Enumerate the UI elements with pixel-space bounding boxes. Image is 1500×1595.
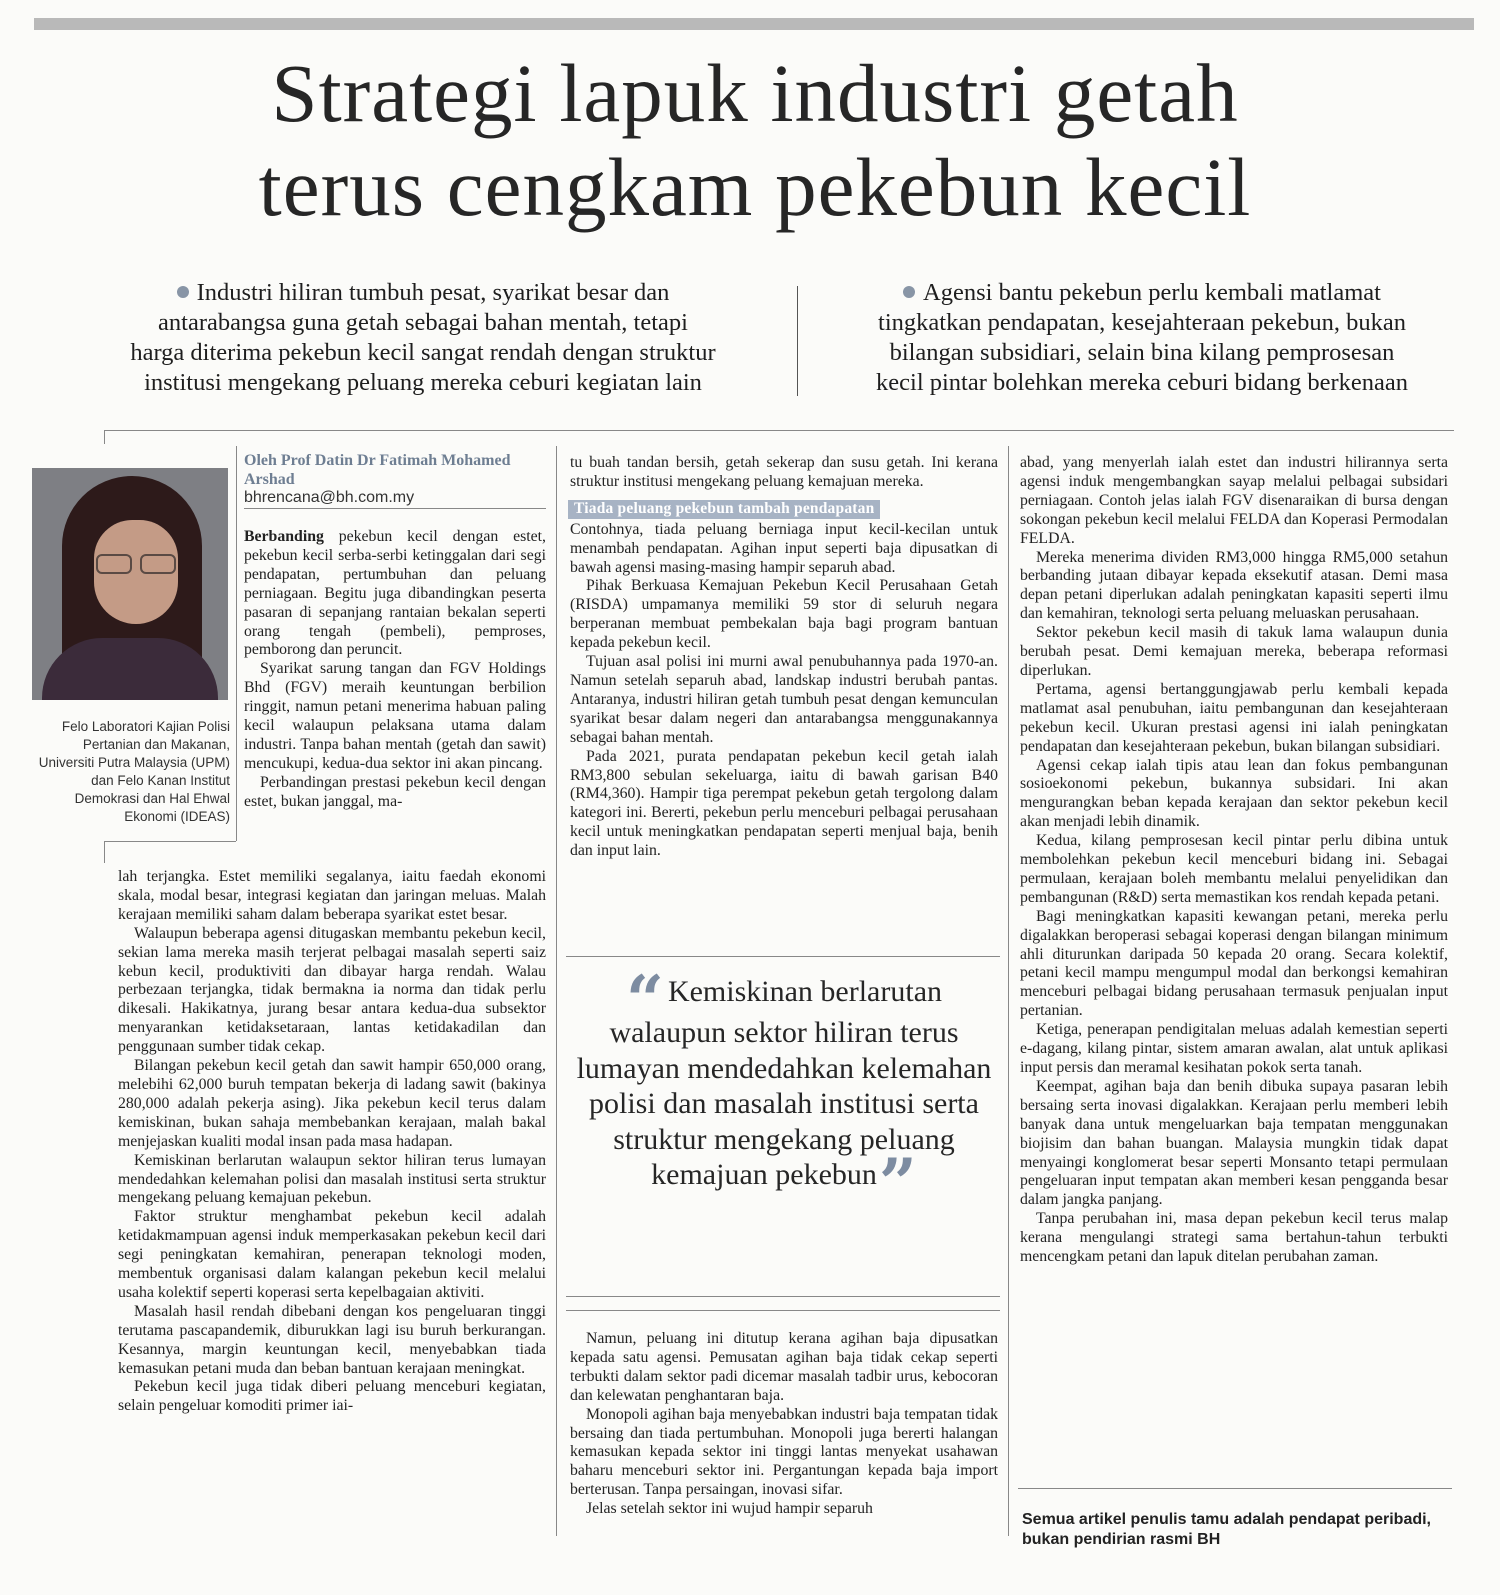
byline-name: Oleh Prof Datin Dr Fatimah Mohamed Arshad: [244, 452, 511, 488]
paragraph: Keempat, agihan baja dan benih dibuka supaya pasaran lebih bersaing serta inovasi digalakkan. Kerajaan perlu memberi lebih banyak dana untuk mengeluarkan baja tempatan menggunakan biojisim dan bahan buangan. Malaysia mungkin tidak dapat menyaingi konglomerat besar seperti Monsanto tetapi permulaan pengeluaran input tempatan akan memberi kesan pengganda besar dalam jangka panjang.: [1020, 1077, 1448, 1209]
pull-quote-text: Kemiskinan berlarutan walaupun sektor hiliran terus lumayan mendedahkan kelemahan polisi dan masalah institusi serta struktur mengekang peluang kemajuan pekebun: [576, 975, 992, 1192]
column-rule: [104, 430, 105, 444]
paragraph: Tujuan asal polisi ini murni awal penubuhannya pada 1970-an. Namun setelah separuh abad, landskap industri berubah pantas. Antaranya, industri hiliran getah tumbuh pesat dengan kemunculan syarikat besar dalam negeri dan antarabangsa menggunakannya sebagai bahan mentah.: [570, 653, 998, 746]
paragraph: Namun, peluang ini ditutup kerana agihan baja dipusatkan kepada satu agensi. Pemusatan agihan baja tidak cekap seperti terbukti dalam sektor padi dicemar masalah tadbir urus, kebocoran dan kelewatan penghantaran baja.: [570, 1330, 998, 1404]
column-rule: [556, 446, 557, 1536]
paragraph: Pertama, agensi bertanggungjawab perlu kembali kepada matlamat asal penubuhan, iaitu pembangunan dan kesejahteraan pekebun kecil. Ukuran prestasi agensi ini ialah peningkatan pendapatan dan kesejahteraan pekebun, bukan bilangan subsidiari.: [1020, 680, 1448, 755]
paragraph: Contohnya, tiada peluang berniaga input kecil-kecilan untuk menambah pendapatan. Agihan input seperti baja dipusatkan di bawah agensi masing-masing hampir separuh abad.: [570, 520, 998, 576]
byline-email: bhrencana@bh.com.my: [244, 489, 415, 506]
deck-divider: [797, 286, 798, 396]
paragraph: Pekebun kecil juga tidak diberi peluang menceburi kegiatan, selain pengeluar komoditi primer iai-: [118, 1378, 546, 1415]
bullet-icon: [177, 286, 189, 298]
deck-left-line: antarabangsa guna getah sebagai bahan mentah, tetapi: [158, 309, 688, 336]
paragraph: Faktor struktur menghambat pekebun kecil adalah ketidakmampuan agensi induk memperkasakan pekebun kecil dari segi peningkatan kemahiran, penerapan teknologi moden, membentuk organisasi dalam kalangan pekebun kecil melalui usaha kolektif seperti koperasi serta kepelbagaian aktiviti.: [118, 1208, 546, 1301]
pull-quote-rule: [566, 956, 1000, 957]
author-caption: Felo Laboratori Kajian Polisi Pertanian dan Makanan, Universiti Putra Malaysia (UPM) dan Felo Kanan Institut Demokrasi dan Hal Ehwal Ekonomi (IDEAS): [38, 719, 230, 824]
headline-line-1: Strategi lapuk industri getah: [271, 47, 1239, 139]
bullet-icon: [903, 286, 915, 298]
article-column-1b: [118, 868, 546, 1416]
paragraph: abad, yang menyerlah ialah estet dan industri hilirannya serta agensi induk mengembangkan sayap melalui pelbagai subsidari perniagaan. Contoh jelas ialah FGV disenaraikan di bursa dengan sokongan pekebun kecil melalui FELDA dan Koperasi Permodalan FELDA.: [1020, 454, 1448, 547]
column-rule: [1008, 446, 1009, 1536]
pull-quote-rule: [566, 1310, 1000, 1311]
article-column-2a: [570, 454, 998, 861]
close-quote-icon: ”: [878, 1144, 917, 1223]
deck-right-line: bilangan subsidiari, selain bina kilang pemprosesan: [889, 339, 1395, 366]
author-box-rule: [236, 446, 237, 841]
byline: [244, 452, 546, 508]
article-column-1a: [244, 528, 546, 812]
open-quote-icon: “: [625, 961, 664, 1039]
paragraph: Syarikat sarung tangan dan FGV Holdings Bhd (FGV) meraih keuntungan berbilion ringgit, namun petani menerima habuan paling kecil walaupun pelaksana utama dalam industri. Tanpa bahan mentah (getah dan sawit) mencukupi, kedua-dua sektor ini akan pincang.: [244, 660, 546, 772]
pull-quote: [570, 961, 998, 1223]
lead-word: Berbanding: [244, 528, 324, 545]
paragraph: lah terjangka. Estet memiliki segalanya, iaitu faedah ekonomi skala, modal besar, integrasi kegiatan dan jaringan meluas. Malah kerajaan memiliki saham dalam beberapa syarikat estet besar.: [118, 868, 546, 923]
top-bar: [34, 18, 1474, 30]
deck-right-line: tingkatkan pendapatan, kesejahteraan pekebun, bukan: [878, 309, 1406, 336]
paragraph: Mereka menerima dividen RM3,000 hingga RM5,000 setahun berbanding jutaan dibayar kepada eksekutif atasan. Demi masa depan petani diperlukan adalah peningkatan kapasiti seperti ilmu dan kemahiran, teknologi serta peluang meluaskan perusahaan.: [1020, 548, 1448, 623]
deck-right-line: kecil pintar bolehkan mereka ceburi bidang berkenaan: [876, 369, 1408, 396]
subheading: Tiada peluang pekebun tambah pendapatan: [568, 500, 880, 519]
paragraph: Sektor pekebun kecil masih di takuk lama walaupun dunia berubah pesat. Demi kemajuan mereka, beberapa reformasi diperlukan.: [1020, 624, 1448, 679]
deck-right: [812, 278, 1472, 398]
paragraph: Perbandingan prestasi pekebun kecil dengan estet, bukan janggal, ma-: [244, 773, 546, 810]
article-column-2b: [570, 1330, 998, 1519]
footer-rule: [1018, 1488, 1452, 1489]
paragraph: Jelas setelah sektor ini wujud hampir separuh: [586, 1500, 873, 1518]
article-column-3: [1020, 454, 1448, 1267]
headline-line-2: terus cengkam pekebun kecil: [258, 141, 1252, 233]
author-box-rule: [104, 841, 105, 863]
byline-rule: [244, 508, 546, 509]
disclaimer-note: Semua artikel penulis tamu adalah pendapat peribadi, bukan pendirian rasmi BH: [1022, 1511, 1431, 1548]
paragraph: Kemiskinan berlarutan walaupun sektor hiliran terus lumayan mendedahkan kelemahan polisi dan masalah institusi serta struktur mengekang peluang kemajuan pekebun.: [118, 1151, 546, 1207]
author-photo: [32, 468, 228, 700]
paragraph: Bilangan pekebun kecil getah dan sawit hampir 650,000 orang, melebihi 62,000 buruh tempatan bekerja di ladang sawit (bakinya 280,000 adalah pekerja asing). Jika pekebun kecil terus dalam kemiskinan, bukan sahaja membebankan kerajaan, malah bakal menjejaskan kualiti modal insan pada masa hadapan.: [118, 1057, 546, 1150]
deck-left-line: Industri hiliran tumbuh pesat, syarikat besar dan: [196, 279, 670, 306]
paragraph: Berbanding pekebun kecil dengan estet, pekebun kecil serba-serbi ketinggalan dari segi pendapatan, pertumbuhan dan peluang perniagaan. Begitu juga dibandingkan peserta pasaran di sepanjang rantaian bekalan seperti orang tengah (pembeli), pemproses, pemborong dan peruncit.: [244, 528, 546, 659]
paragraph: Bagi meningkatkan kapasiti kewangan petani, mereka perlu digalakkan beroperasi sebagai koperasi dengan bilangan minimum ahli diturunkan daripada 50 kepada 20 orang. Secara kolektif, petani kecil mampu mengumpul modal dan berkongsi kemahiran menceburi pelbagai bidang perusahaan termasuk penjualan input pertanian.: [1020, 907, 1448, 1020]
paragraph: Pihak Berkuasa Kemajuan Pekebun Kecil Perusahaan Getah (RISDA) umpamanya memiliki 59 stor di seluruh negara berperanan membuat pembekalan baja bagi program bantuan kepada pekebun kecil.: [570, 577, 998, 652]
deck-left: [58, 278, 788, 398]
paragraph: Walaupun beberapa agensi ditugaskan membantu pekebun kecil, sekian lama mereka masih terjerat pelbagai masalah seperti saiz kebun kecil, produktiviti dan dibayar harga rendah. Walau perbezaan terjangka, tidak bermakna ia norma dan tidak perlu dikesali. Hakikatnya, jurang besar antara kedua-dua subsektor menyarankan ketidaksetaraan, lantas ketidakadilan dan penggunaan sumber tidak cekap.: [118, 924, 546, 1056]
deck-left-line: institusi mengekang peluang mereka ceburi kegiatan lain: [144, 369, 702, 396]
headline: [40, 46, 1470, 234]
paragraph: tu buah tandan bersih, getah sekerap dan susu getah. Ini kerana struktur institusi mengekang peluang kemajuan mereka.: [570, 454, 998, 490]
pull-quote-rule: [566, 1296, 1000, 1297]
paragraph: Kedua, kilang pemprosesan kecil pintar perlu dibina untuk membolehkan pekebun kecil menceburi bidang ini. Sebagai permulaan, kerajaan boleh membantu melalui penyelidikan dan pembangunan (R&D) serta memastikan kos rendah kepada petani.: [1020, 832, 1448, 906]
paragraph: Ketiga, penerapan pendigitalan meluas adalah kemestian seperti e-dagang, kilang pintar, sistem amaran awalan, alat untuk aplikasi input persis dan meramal kesihatan pokok serta tanah.: [1020, 1021, 1448, 1076]
section-rule: [104, 430, 1454, 431]
author-box-rule: [104, 841, 236, 842]
deck-right-line: Agensi bantu pekebun perlu kembali matlamat: [923, 279, 1381, 306]
paragraph: Tanpa perubahan ini, masa depan pekebun kecil terus malap kerana mengulangi strategi sama bertahun-tahun terbukti mencengkam petani dan lapuk ditelan perubahan zaman.: [1020, 1210, 1448, 1266]
paragraph: Pada 2021, purata pendapatan pekebun kecil getah ialah RM3,800 sebulan sekeluarga, iaitu di bawah garisan B40 (RM4,360). Hampir tiga perempat pekebun getah tergolong dalam kategori ini. Bererti, pekebun perlu menceburi pelbagai perusahaan kecil untuk meningkatkan pendapatan seperti menjual baja, benih dan input lain.: [570, 747, 998, 860]
deck-left-line: harga diterima pekebun kecil sangat rendah dengan struktur: [130, 339, 716, 366]
paragraph: Masalah hasil rendah dibebani dengan kos pengeluaran tinggi terutama pascapandemik, diburukkan lagi isu buruh berkurangan. Kesannya, margin keuntungan kecil, menyebabkan tiada kemasukan petani muda dan beban bantuan kerajaan meningkat.: [118, 1302, 546, 1377]
paragraph: Monopoli agihan baja menyebabkan industri baja tempatan tidak bersaing dan tiada pertumbuhan. Monopoli juga bererti halangan kemasukan kepada sektor ini tinggi lantas menyekat usahawan baharu menceburi sektor ini. Pergantungan kepada baja import berterusan. Tanpa persaingan, inovasi sifar.: [570, 1405, 998, 1499]
paragraph: Agensi cekap ialah tipis atau lean dan fokus pembangunan sosioekonomi pekebun, bukannya subsidari. Ini akan mengurangkan beban kepada kerajaan dan sektor pekebun kecil akan menjadi lebih dinamik.: [1020, 756, 1448, 831]
